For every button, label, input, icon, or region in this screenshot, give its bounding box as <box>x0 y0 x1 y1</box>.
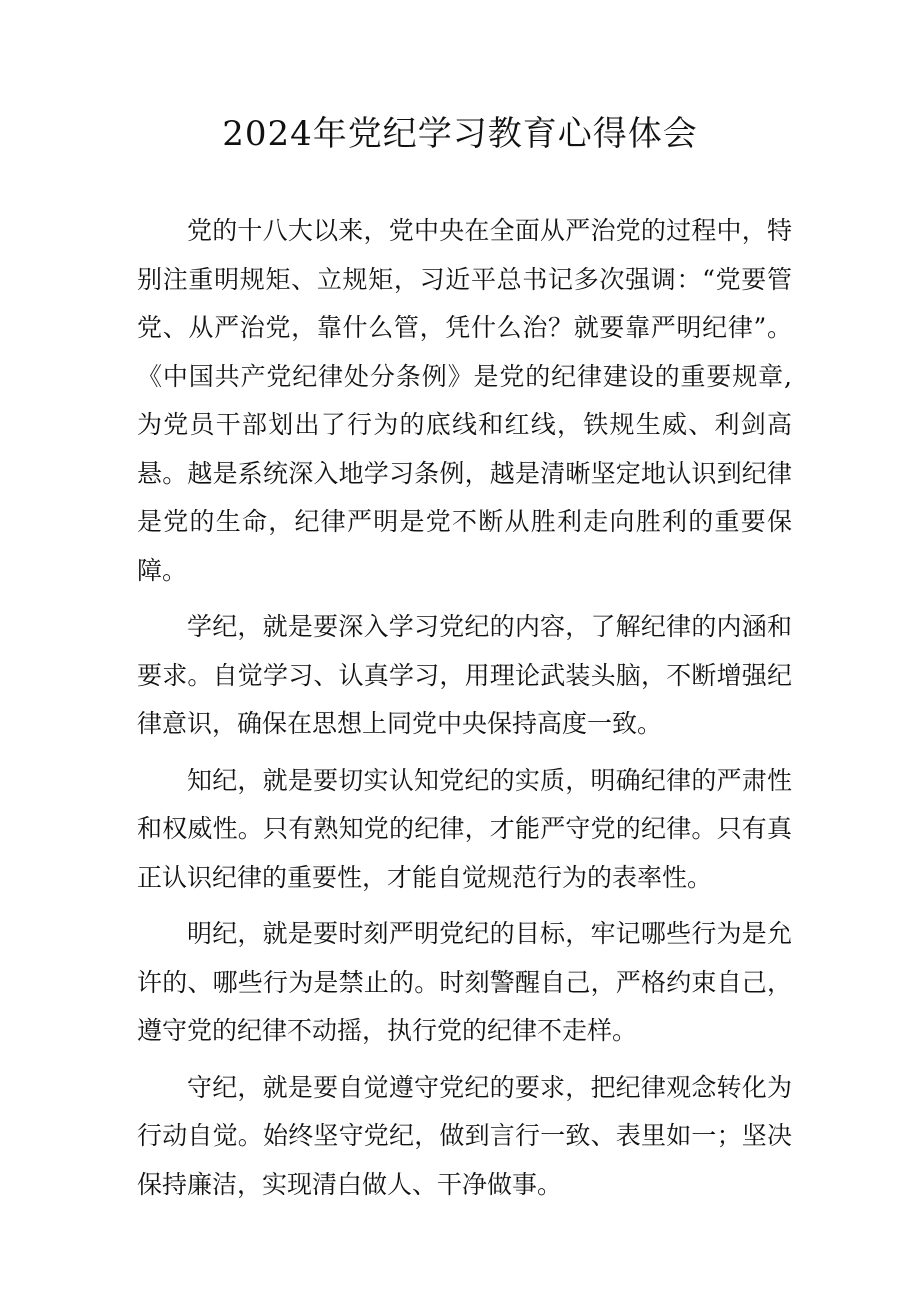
document-body <box>137 207 792 1217</box>
paragraph-xueji: 学纪，就是要深入学习党纪的内容，了解纪律的内涵和要求。自觉学习、认真学习，用理论武装头脑，不断增强纪律意识，确保在思想上同党中央保持高度一致。 <box>137 612 792 738</box>
paragraph-mingji: 明纪，就是要时刻严明党纪的目标，牢记哪些行为是允许的、哪些行为是禁止的。时刻警醒自己，严格约束自己，遵守党的纪律不动摇，执行党的纪律不走样。 <box>137 919 792 1045</box>
paragraph-intro: 党的十八大以来，党中央在全面从严治党的过程中，特别注重明规矩、立规矩，习近平总书记多次强调：“党要管党、从严治党，靠什么管，凭什么治？就要靠严明纪律”。《中国共产党纪律处分条例》是党的纪律建设的重要规章,为党员干部划出了行为的底线和红线，铁规生威、利剑高悬。越是系统深入地学习条例，越是清晰坚定地认识到纪律是党的生命，纪律严明是党不断从胜利走向胜利的重要保障。 <box>137 216 792 585</box>
paragraph-shouji: 守纪，就是要自觉遵守党纪的要求，把纪律观念转化为行动自觉。始终坚守党纪，做到言行一致、表里如一；坚决保持廉洁，实现清白做人、干净做事。 <box>137 1072 792 1199</box>
document-title: 2024年党纪学习教育心得体会 <box>222 114 698 154</box>
paragraph-zhiji: 知纪，就是要切实认知党纪的实质，明确纪律的严肃性和权威性。只有熟知党的纪律，才能严守党的纪律。只有真正认识纪律的重要性，才能自觉规范行为的表率性。 <box>137 765 792 892</box>
